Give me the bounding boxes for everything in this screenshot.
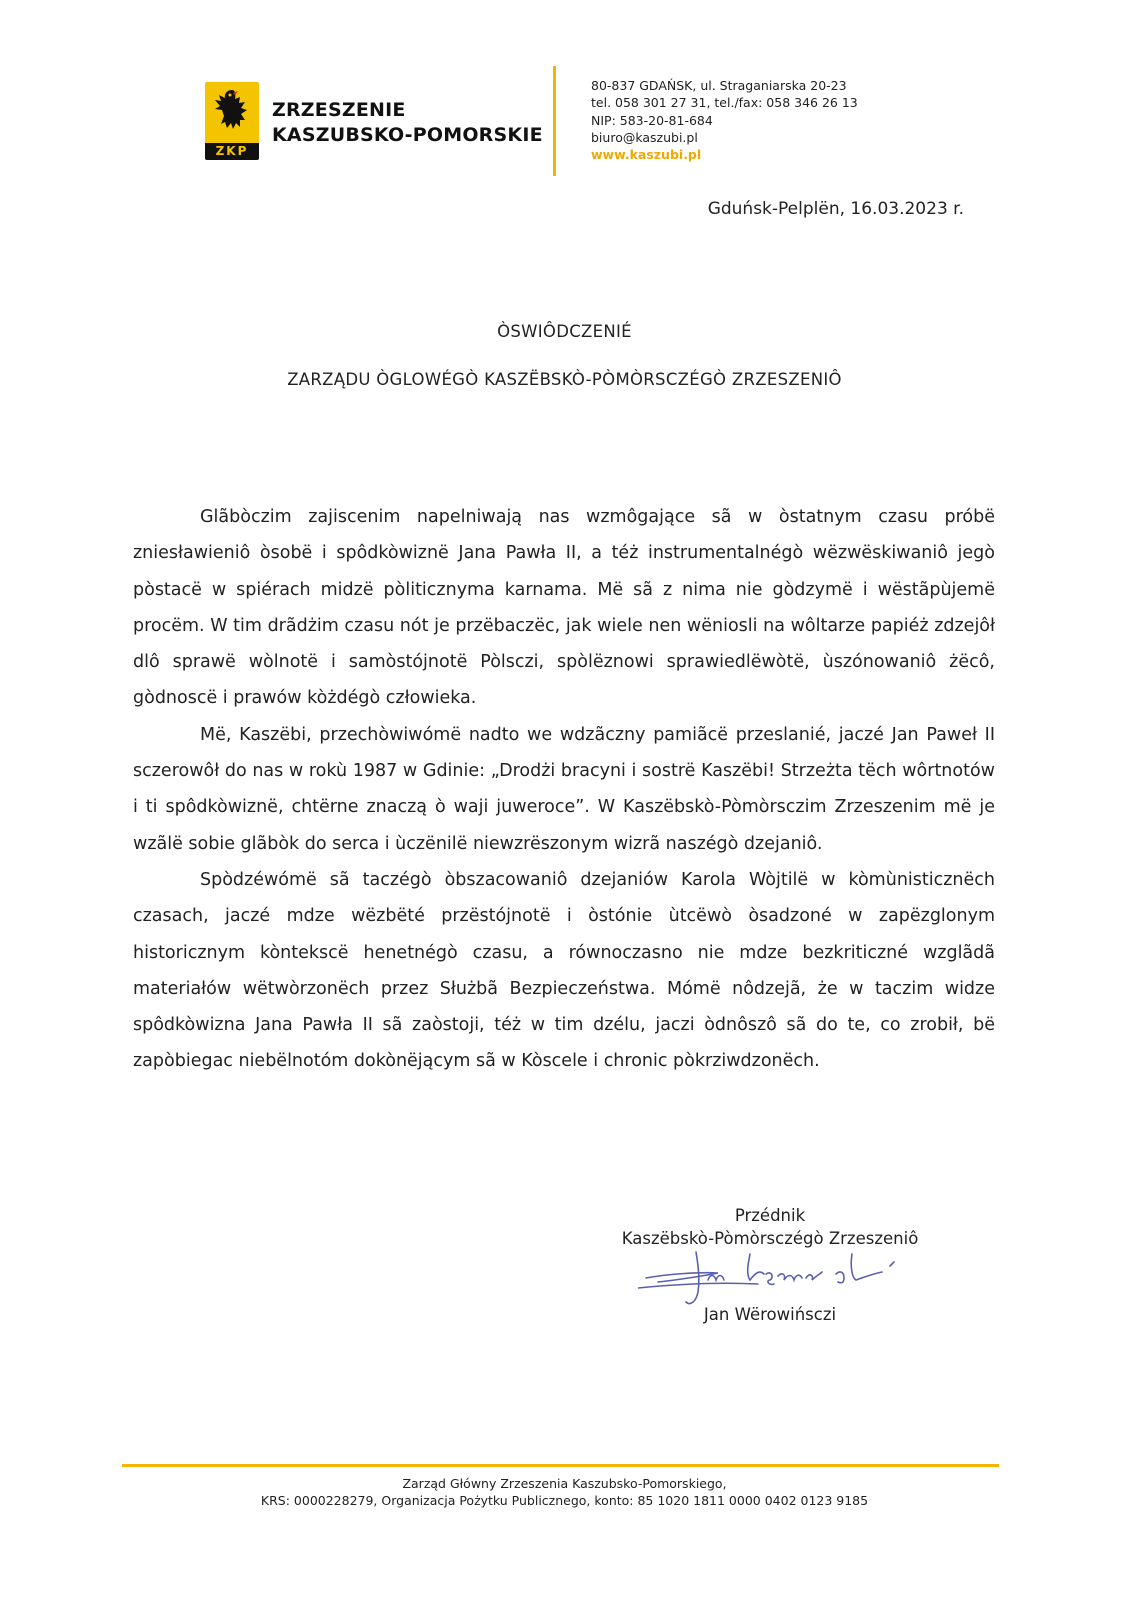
nip: NIP: 583-20-81-684	[591, 112, 713, 128]
document-subtitle: ZARZĄDU ÒGLOWÉGÒ KASZËBSKÒ-PÒMÒRSCZÉGÒ ZRZESZENIÔ	[287, 370, 842, 389]
paragraph: Spòdzéwómë sã taczégò òbszacowaniô dzejaniów Karola Wòjtilë w kòmùnisticznëch czasach, jaczé mdze wëzbëté przëstójnotë i òstónie ùtcëwò òsadzoné w zapëzglonym historicznym kòntekscë henetnégò czasu, a równoczasno nie mdze bezkriticzné wzglãdã materiałów wëtwòrzonëch przez Służbã Bezpieczeństwa. Mómë nôdzejã, że w taczim widze spôdkòwizna Jana Pawła II sã zaòstoji, téż w tim dzélu, jaczi òdnôszô sã do te, co zrobił, bë zapòbiegac niebëlnotóm dokònëjącym sã w Kòscele i chronic pòkrziwdzonëch.	[133, 869, 995, 1072]
organization-name	[272, 98, 543, 148]
paragraph: Më, Kaszëbi, przechòwiwómë nadto we wdzãczny pamiãcë przeslanié, jaczé Jan Paweł II sczerowôł do nas w rokù 1987 w Gdinie: „Drodżi bracyni i sostrë Kaszëbi! Strzeżta tëch wôrtnotów i ti spôdkòwiznë, chtërne znaczą ò waji juweroce”. W Kaszëbskò-Pòmòrsczim Zrzeszenim më je wzãlë sobie glãbòk do serca i ùczënilë niewzrëszonym wizrã naszégò dzejaniô.	[133, 724, 995, 854]
footer-divider	[122, 1464, 999, 1467]
email-link[interactable]: biuro@kaszubi.pl	[591, 129, 698, 145]
footer-line1: Zarząd Główny Zrzeszenia Kaszubsko-Pomorskiego,	[402, 1476, 727, 1491]
org-name-line2: KASZUBSKO-POMORSKIE	[272, 124, 543, 146]
header-divider	[553, 66, 556, 176]
address: 80-837 GDAŃSK, ul. Straganiarska 20-23	[591, 78, 847, 93]
footer	[0, 1475, 1129, 1509]
org-name-line1: ZRZESZENIE	[272, 99, 406, 121]
zkp-logo	[205, 82, 259, 160]
document-title: ÒSWIÔDCZENIÉ	[497, 322, 632, 341]
paragraph: Glãbòczim zajiscenim napelniwają nas wzmôgające sã w òstatnym czasu próbë zniesławieniô òsobë i spôdkòwiznë Jana Pawła II, a téż instrumentalnégò wëzwëskiwaniô jegò pòstacë w spiérach midzë pòliticznyma karnama. Më sã z nima nie gòdzymë i wëstãpùjemë procëm. W tim drãdżim czasu nót je przëbaczëc, jak wiele nen wëniosli na wôltarze papiéż zdzejôł dlô sprawë wòlnotë i samòstójnotë Pòlsczi, spòlëznowi sprawiedlëwòtë, ùszónowaniô żëcô, gòdnoscë i prawów kòżdégò człowieka.	[133, 507, 995, 709]
griffin-icon	[205, 82, 259, 144]
website-link[interactable]: www.kaszubi.pl	[591, 147, 702, 163]
logo-text: ZKP	[205, 143, 259, 160]
signer-name: Jan Wërowińsczi	[703, 1305, 837, 1324]
signer-role-line1: Przédnik	[734, 1206, 806, 1225]
footer-line2: KRS: 0000228279, Organizacja Pożytku Publicznego, konto: 85 1020 1811 0000 0402 0123 9185	[260, 1493, 869, 1508]
signer-role-line2: Kaszëbskò-Pòmòrsczégò Zrzeszeniô	[621, 1229, 919, 1248]
date-line: Gduńsk-Pelplën, 16.03.2023 r.	[707, 199, 964, 219]
phone: tel. 058 301 27 31, tel./fax: 058 346 26 13	[591, 95, 858, 111]
body-text	[133, 499, 995, 1080]
contact-block	[591, 77, 858, 163]
